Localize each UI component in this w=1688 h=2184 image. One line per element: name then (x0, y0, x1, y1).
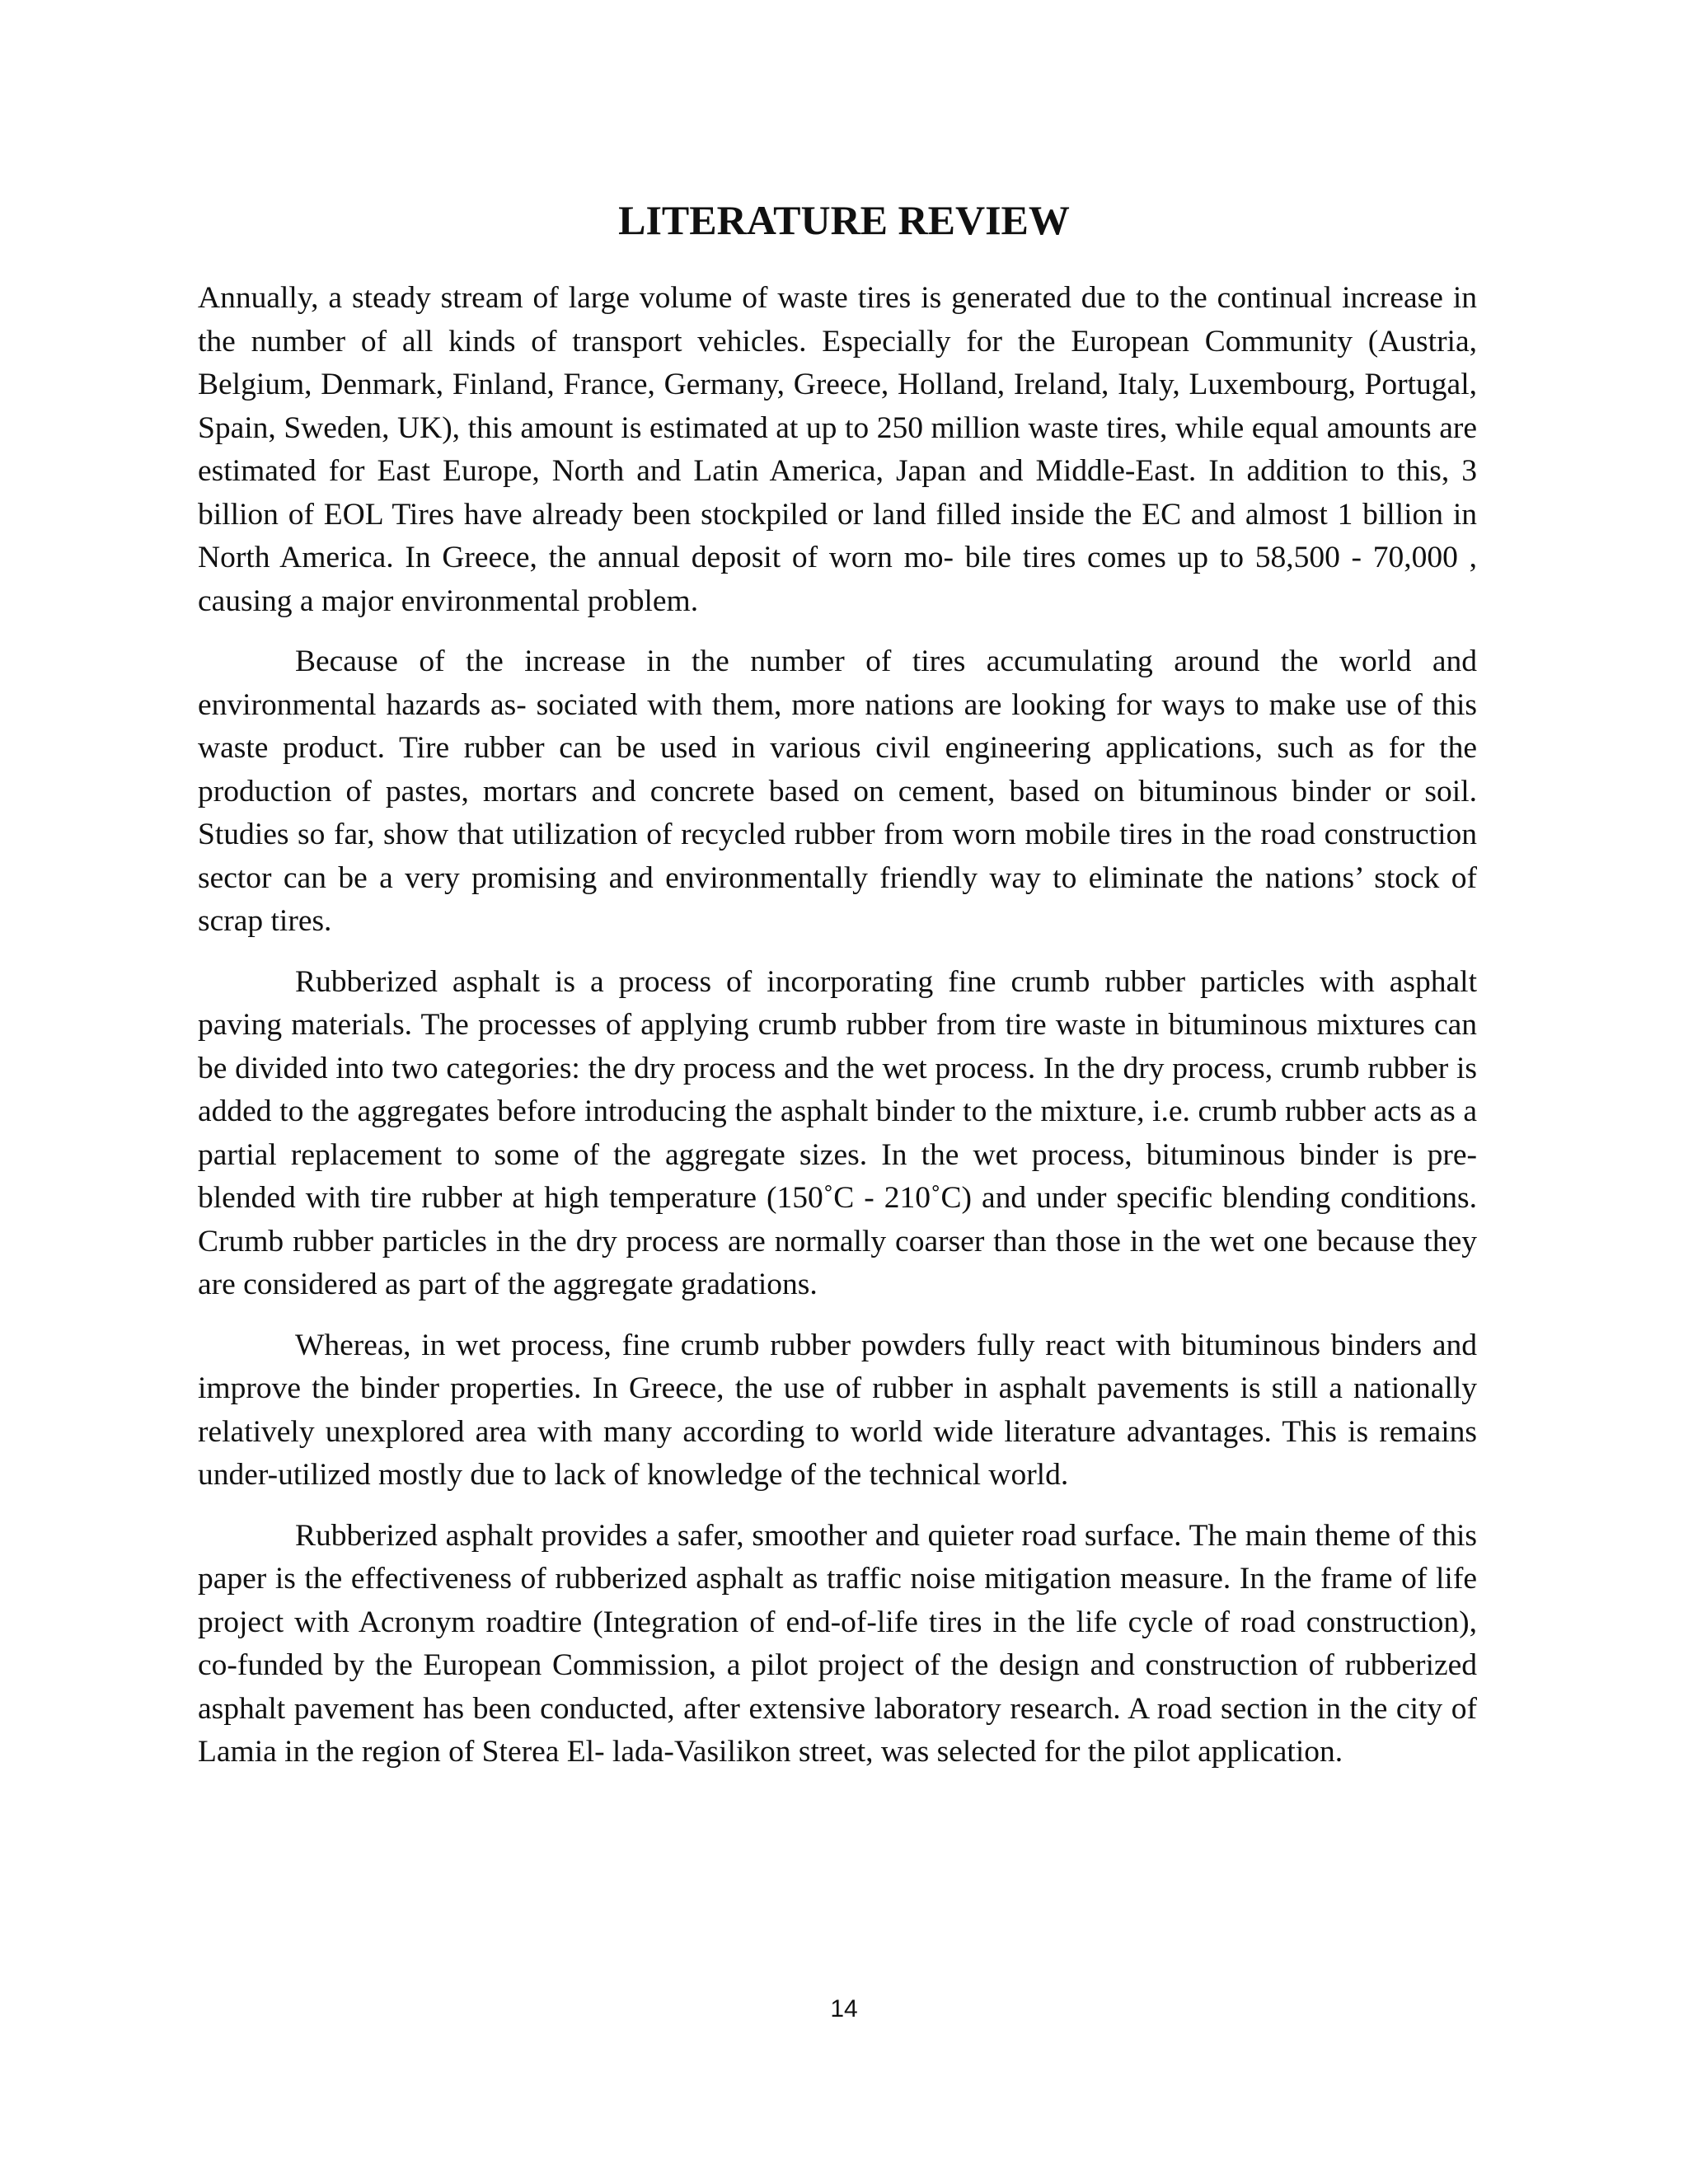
paragraph-3: Rubberized asphalt is a process of incorporating fine crumb rubber particles with asphalt paving materials. The processes of applying crumb rubber from tire waste in bituminous mixtures can be divided into two categories: the dry process and the wet process. In the dry process, crumb rubber is added to the aggregates before introducing the asphalt binder to the mixture, i.e. crumb rubber acts as a partial replacement to some of the aggregate sizes. In the wet process, bituminous binder is pre-blended with tire rubber at high temperature (150˚C - 210˚C) and under specific blending conditions. Crumb rubber particles in the dry process are normally coarser than those in the wet one because they are considered as part of the aggregate gradations. (198, 964, 1477, 1301)
paragraph-2: Because of the increase in the number of tires accumulating around the world and environmental hazards as- sociated with them, more nations are looking for ways to make use of this waste product. Tire rubber can be used in various civil engineering applications, such as for the production of pastes, mortars and concrete based on cement, based on bituminous binder or soil. Studies so far, show that utilization of recycled rubber from worn mobile tires in the road construction sector can be a very promising and environmentally friendly way to eliminate the nations’ stock of scrap tires. (198, 644, 1477, 938)
paragraph-4: Whereas, in wet process, fine crumb rubber powders fully react with bituminous binders and improve the binder properties. In Greece, the use of rubber in asphalt pavements is still a nationally relatively unexplored area with many according to world wide literature advantages. This is remains under-utilized mostly due to lack of knowledge of the technical world. (198, 1328, 1477, 1492)
page-title: LITERATURE REVIEW (618, 197, 1070, 243)
body-text (198, 277, 1477, 1792)
paragraph-5: Rubberized asphalt provides a safer, smoother and quieter road surface. The main theme of this paper is the effectiveness of rubberized asphalt as traffic noise mitigation measure. In the frame of life project with Acronym roadtire (Integration of end-of-life tires in the life cycle of road construction), co-funded by the European Commission, a pilot project of the design and construction of rubberized asphalt pavement has been conducted, after extensive laboratory research. A road section in the city of Lamia in the region of Sterea El- lada-Vasilikon street, was selected for the pilot application. (198, 1518, 1477, 1769)
page-number: 14 (830, 1995, 858, 2022)
paragraph-1: Annually, a steady stream of large volume of waste tires is generated due to the continual increase in the number of all kinds of transport vehicles. Especially for the European Community (Austria, Belgium, Denmark, Finland, France, Germany, Greece, Holland, Ireland, Italy, Luxembourg, Portugal, Spain, Sweden, UK), this amount is estimated at up to 250 million waste tires, while equal amounts are estimated for East Europe, North and Latin America, Japan and Middle-East. In addition to this, 3 billion of EOL Tires have already been stockpiled or land filled inside the EC and almost 1 billion in North America. In Greece, the annual deposit of worn mo- bile tires comes up to 58,500 - 70,000 , causing a major environmental problem. (198, 281, 1477, 618)
